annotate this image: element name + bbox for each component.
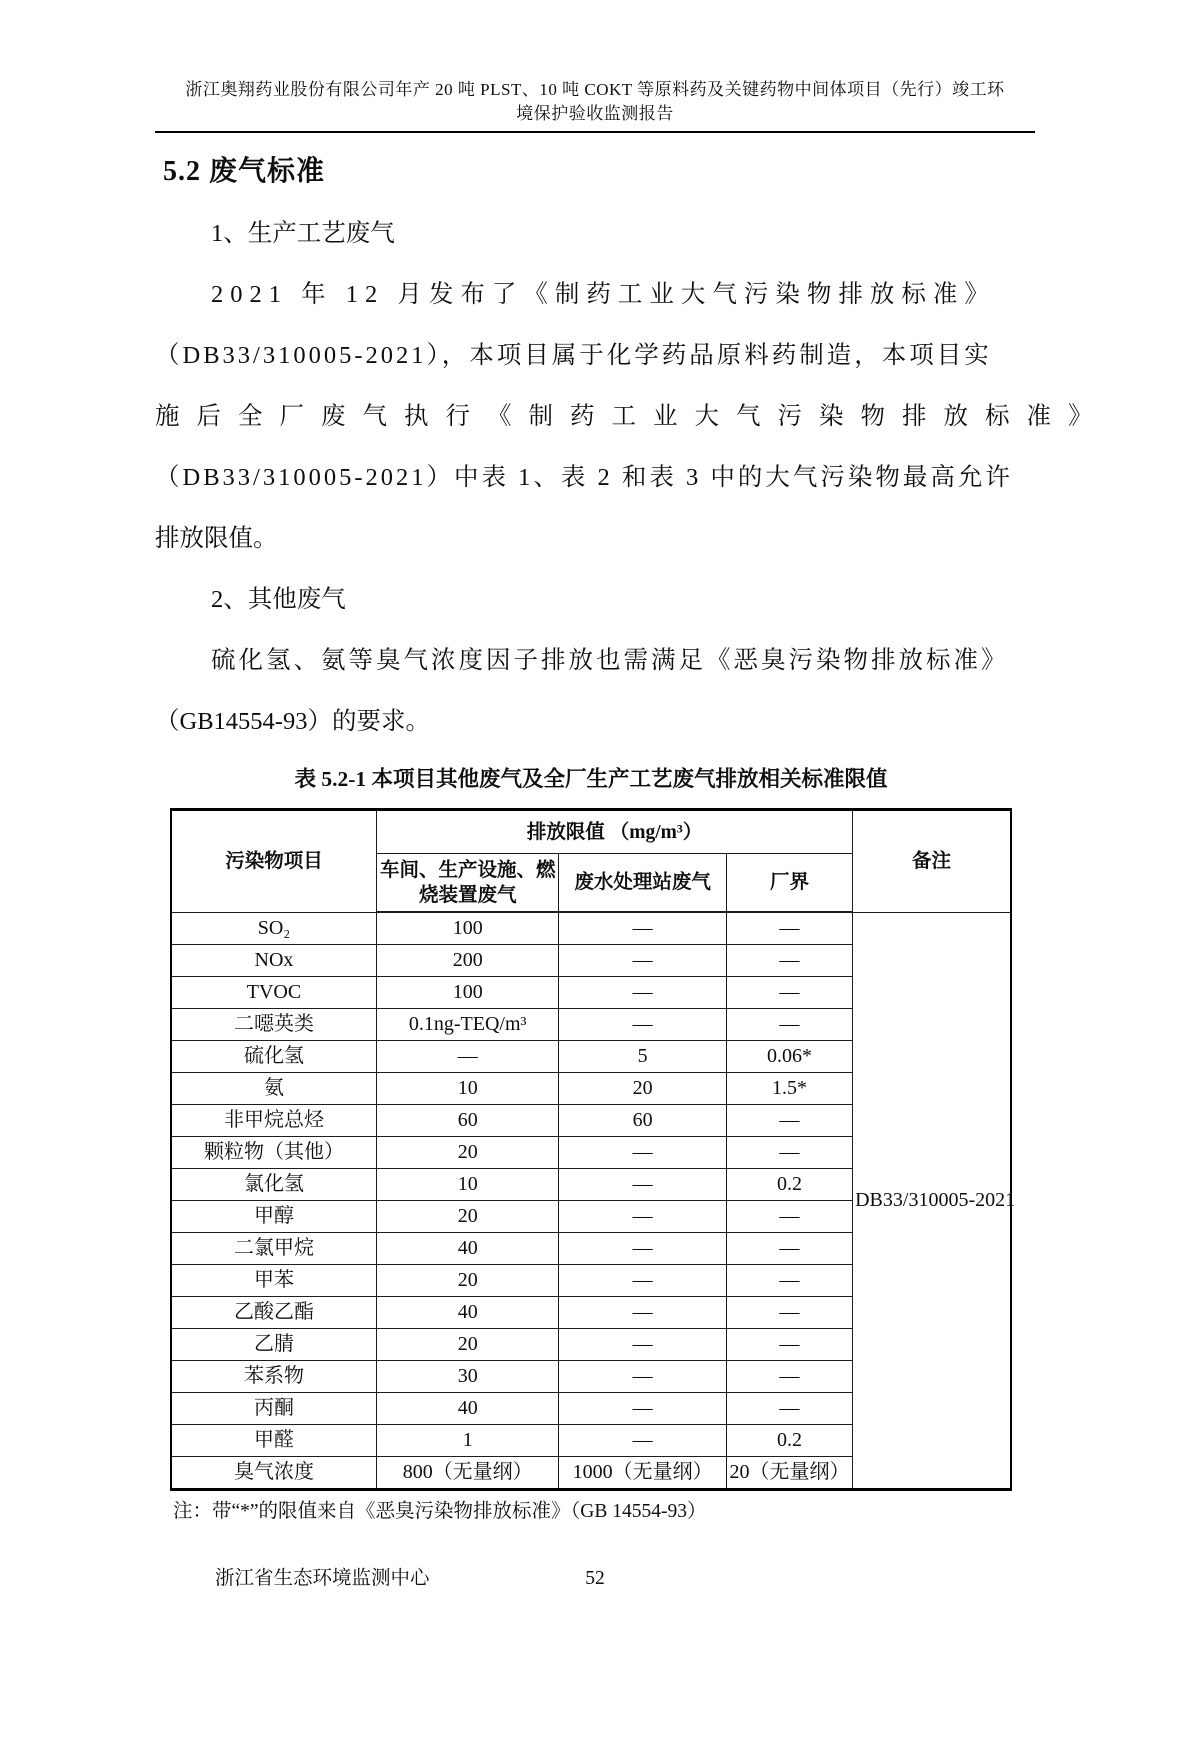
table-note: 注：带“*”的限值来自《恶臭污染物排放标准》（GB 14554-93）	[173, 1501, 707, 1522]
pollutant-cell: 非甲烷总烃	[171, 1105, 376, 1137]
remark-cell: DB33/310005-2021	[853, 912, 1011, 1490]
pollutant-cell: 甲苯	[171, 1265, 376, 1297]
limit-cell: 100	[376, 977, 558, 1009]
pollutant-cell: NOx	[171, 945, 376, 977]
limit-cell: 200	[376, 945, 558, 977]
limit-cell: —	[559, 1233, 726, 1265]
page-content	[155, 78, 1110, 1592]
limit-cell: —	[559, 1425, 726, 1457]
pollutant-cell: 乙酸乙酯	[171, 1297, 376, 1329]
limit-cell: 40	[376, 1297, 558, 1329]
limit-cell: —	[559, 1169, 726, 1201]
limit-cell: —	[559, 1009, 726, 1041]
limit-cell: —	[726, 1297, 852, 1329]
limit-cell: 800（无量纲）	[376, 1457, 558, 1490]
page-number: 52	[585, 1568, 605, 1589]
paragraph-line: 2、其他废气	[211, 586, 346, 613]
limit-cell: 100	[376, 912, 558, 945]
col-header-boundary: 厂界	[726, 854, 852, 913]
limit-cell: —	[559, 977, 726, 1009]
limit-cell: 40	[376, 1233, 558, 1265]
page-footer	[155, 1566, 1035, 1592]
pollutant-cell: 丙酮	[171, 1393, 376, 1425]
paragraph-line: （GB14554-93）的要求。	[155, 708, 430, 735]
col-header-limit-group: 排放限值 （mg/m³）	[376, 810, 852, 854]
limit-cell: 20	[559, 1073, 726, 1105]
limit-cell: —	[559, 1393, 726, 1425]
limit-cell: —	[726, 1329, 852, 1361]
limit-cell: 1	[376, 1425, 558, 1457]
pollutant-cell: 乙腈	[171, 1329, 376, 1361]
pollutant-cell: SO₂	[171, 912, 376, 945]
standards-table	[170, 808, 1016, 1491]
limit-cell: —	[726, 912, 852, 945]
pollutant-cell: TVOC	[171, 977, 376, 1009]
limit-cell: 10	[376, 1073, 558, 1105]
limit-cell: —	[726, 1201, 852, 1233]
limit-cell: —	[726, 1137, 852, 1169]
paragraph-line: 2021 年 12 月发布了《制药工业大气污染物排放标准》	[211, 281, 996, 308]
paragraph-line: 1、生产工艺废气	[211, 220, 395, 247]
limit-cell: 20	[376, 1201, 558, 1233]
footer-organization: 浙江省生态环境监测中心	[215, 1568, 430, 1589]
body-text	[155, 203, 1110, 752]
limit-cell: —	[726, 1233, 852, 1265]
limit-cell: 0.2	[726, 1169, 852, 1201]
col-header-workshop: 车间、生产设施、燃烧装置废气	[376, 854, 558, 913]
limit-cell: 0.06*	[726, 1041, 852, 1073]
pollutant-cell: 苯系物	[171, 1361, 376, 1393]
limit-cell: —	[726, 1393, 852, 1425]
pollutant-cell: 氯化氢	[171, 1169, 376, 1201]
limit-cell: 0.1ng-TEQ/m³	[376, 1009, 558, 1041]
limit-cell: —	[559, 1137, 726, 1169]
pollutant-cell: 氨	[171, 1073, 376, 1105]
limit-cell: —	[726, 977, 852, 1009]
limit-cell: 60	[559, 1105, 726, 1137]
running-head-line-2: 境保护验收监测报告	[516, 104, 674, 123]
limit-cell: —	[559, 1329, 726, 1361]
limit-cell: 20	[376, 1265, 558, 1297]
limit-cell: 60	[376, 1105, 558, 1137]
col-header-wastewater: 废水处理站废气	[559, 854, 726, 913]
limit-cell: 20	[376, 1137, 558, 1169]
col-header-remark: 备注	[853, 810, 1011, 913]
standards-table-body	[171, 912, 1016, 1490]
limit-cell: —	[726, 1009, 852, 1041]
limit-cell: —	[726, 1265, 852, 1297]
limit-cell: —	[559, 1201, 726, 1233]
limit-cell: —	[559, 1265, 726, 1297]
limit-cell: 20（无量纲）	[726, 1457, 852, 1490]
limit-cell: 1000（无量纲）	[559, 1457, 726, 1490]
limit-cell: —	[559, 1297, 726, 1329]
limit-cell: —	[559, 1361, 726, 1393]
paragraph-line: 施后全厂废气执行《制药工业大气污染物排放标准》	[155, 403, 1110, 430]
limit-cell: 1.5*	[726, 1073, 852, 1105]
limit-cell: —	[559, 945, 726, 977]
limit-cell: 5	[559, 1041, 726, 1073]
col-header-pollutant: 污染物项目	[171, 810, 376, 913]
limit-cell: 10	[376, 1169, 558, 1201]
paragraph-line: 排放限值。	[155, 525, 278, 552]
pollutant-cell: 二噁英类	[171, 1009, 376, 1041]
running-head	[155, 78, 1035, 133]
table-row	[171, 912, 1011, 945]
pollutant-cell: 硫化氢	[171, 1041, 376, 1073]
limit-cell: 40	[376, 1393, 558, 1425]
pollutant-cell: 颗粒物（其他）	[171, 1137, 376, 1169]
limit-cell: 0.2	[726, 1425, 852, 1457]
limit-cell: 30	[376, 1361, 558, 1393]
pollutant-cell: 甲醛	[171, 1425, 376, 1457]
running-head-line-1: 浙江奥翔药业股份有限公司年产 20 吨 PLST、10 吨 COKT 等原料药及关键药物中间体项目（先行）竣工环	[185, 80, 1005, 99]
limit-cell: —	[376, 1041, 558, 1073]
limit-cell: —	[726, 1105, 852, 1137]
pollutant-cell: 二氯甲烷	[171, 1233, 376, 1265]
limit-cell: —	[726, 1361, 852, 1393]
pollutant-cell: 甲醇	[171, 1201, 376, 1233]
paragraph-line: （DB33/310005-2021），本项目属于化学药品原料药制造，本项目实	[155, 342, 992, 369]
table-caption: 表 5.2-1 本项目其他废气及全厂生产工艺废气排放相关标准限值	[294, 767, 888, 791]
limit-cell: —	[726, 945, 852, 977]
paragraph-line: （DB33/310005-2021）中表 1、表 2 和表 3 中的大气污染物最高允许	[155, 464, 1013, 491]
limit-cell: 20	[376, 1329, 558, 1361]
pollutant-cell: 臭气浓度	[171, 1457, 376, 1490]
paragraph-line: 硫化氢、氨等臭气浓度因子排放也需满足《恶臭污染物排放标准》	[211, 647, 1009, 674]
section-heading: 5.2 废气标准	[163, 156, 326, 187]
limit-cell: —	[559, 912, 726, 945]
